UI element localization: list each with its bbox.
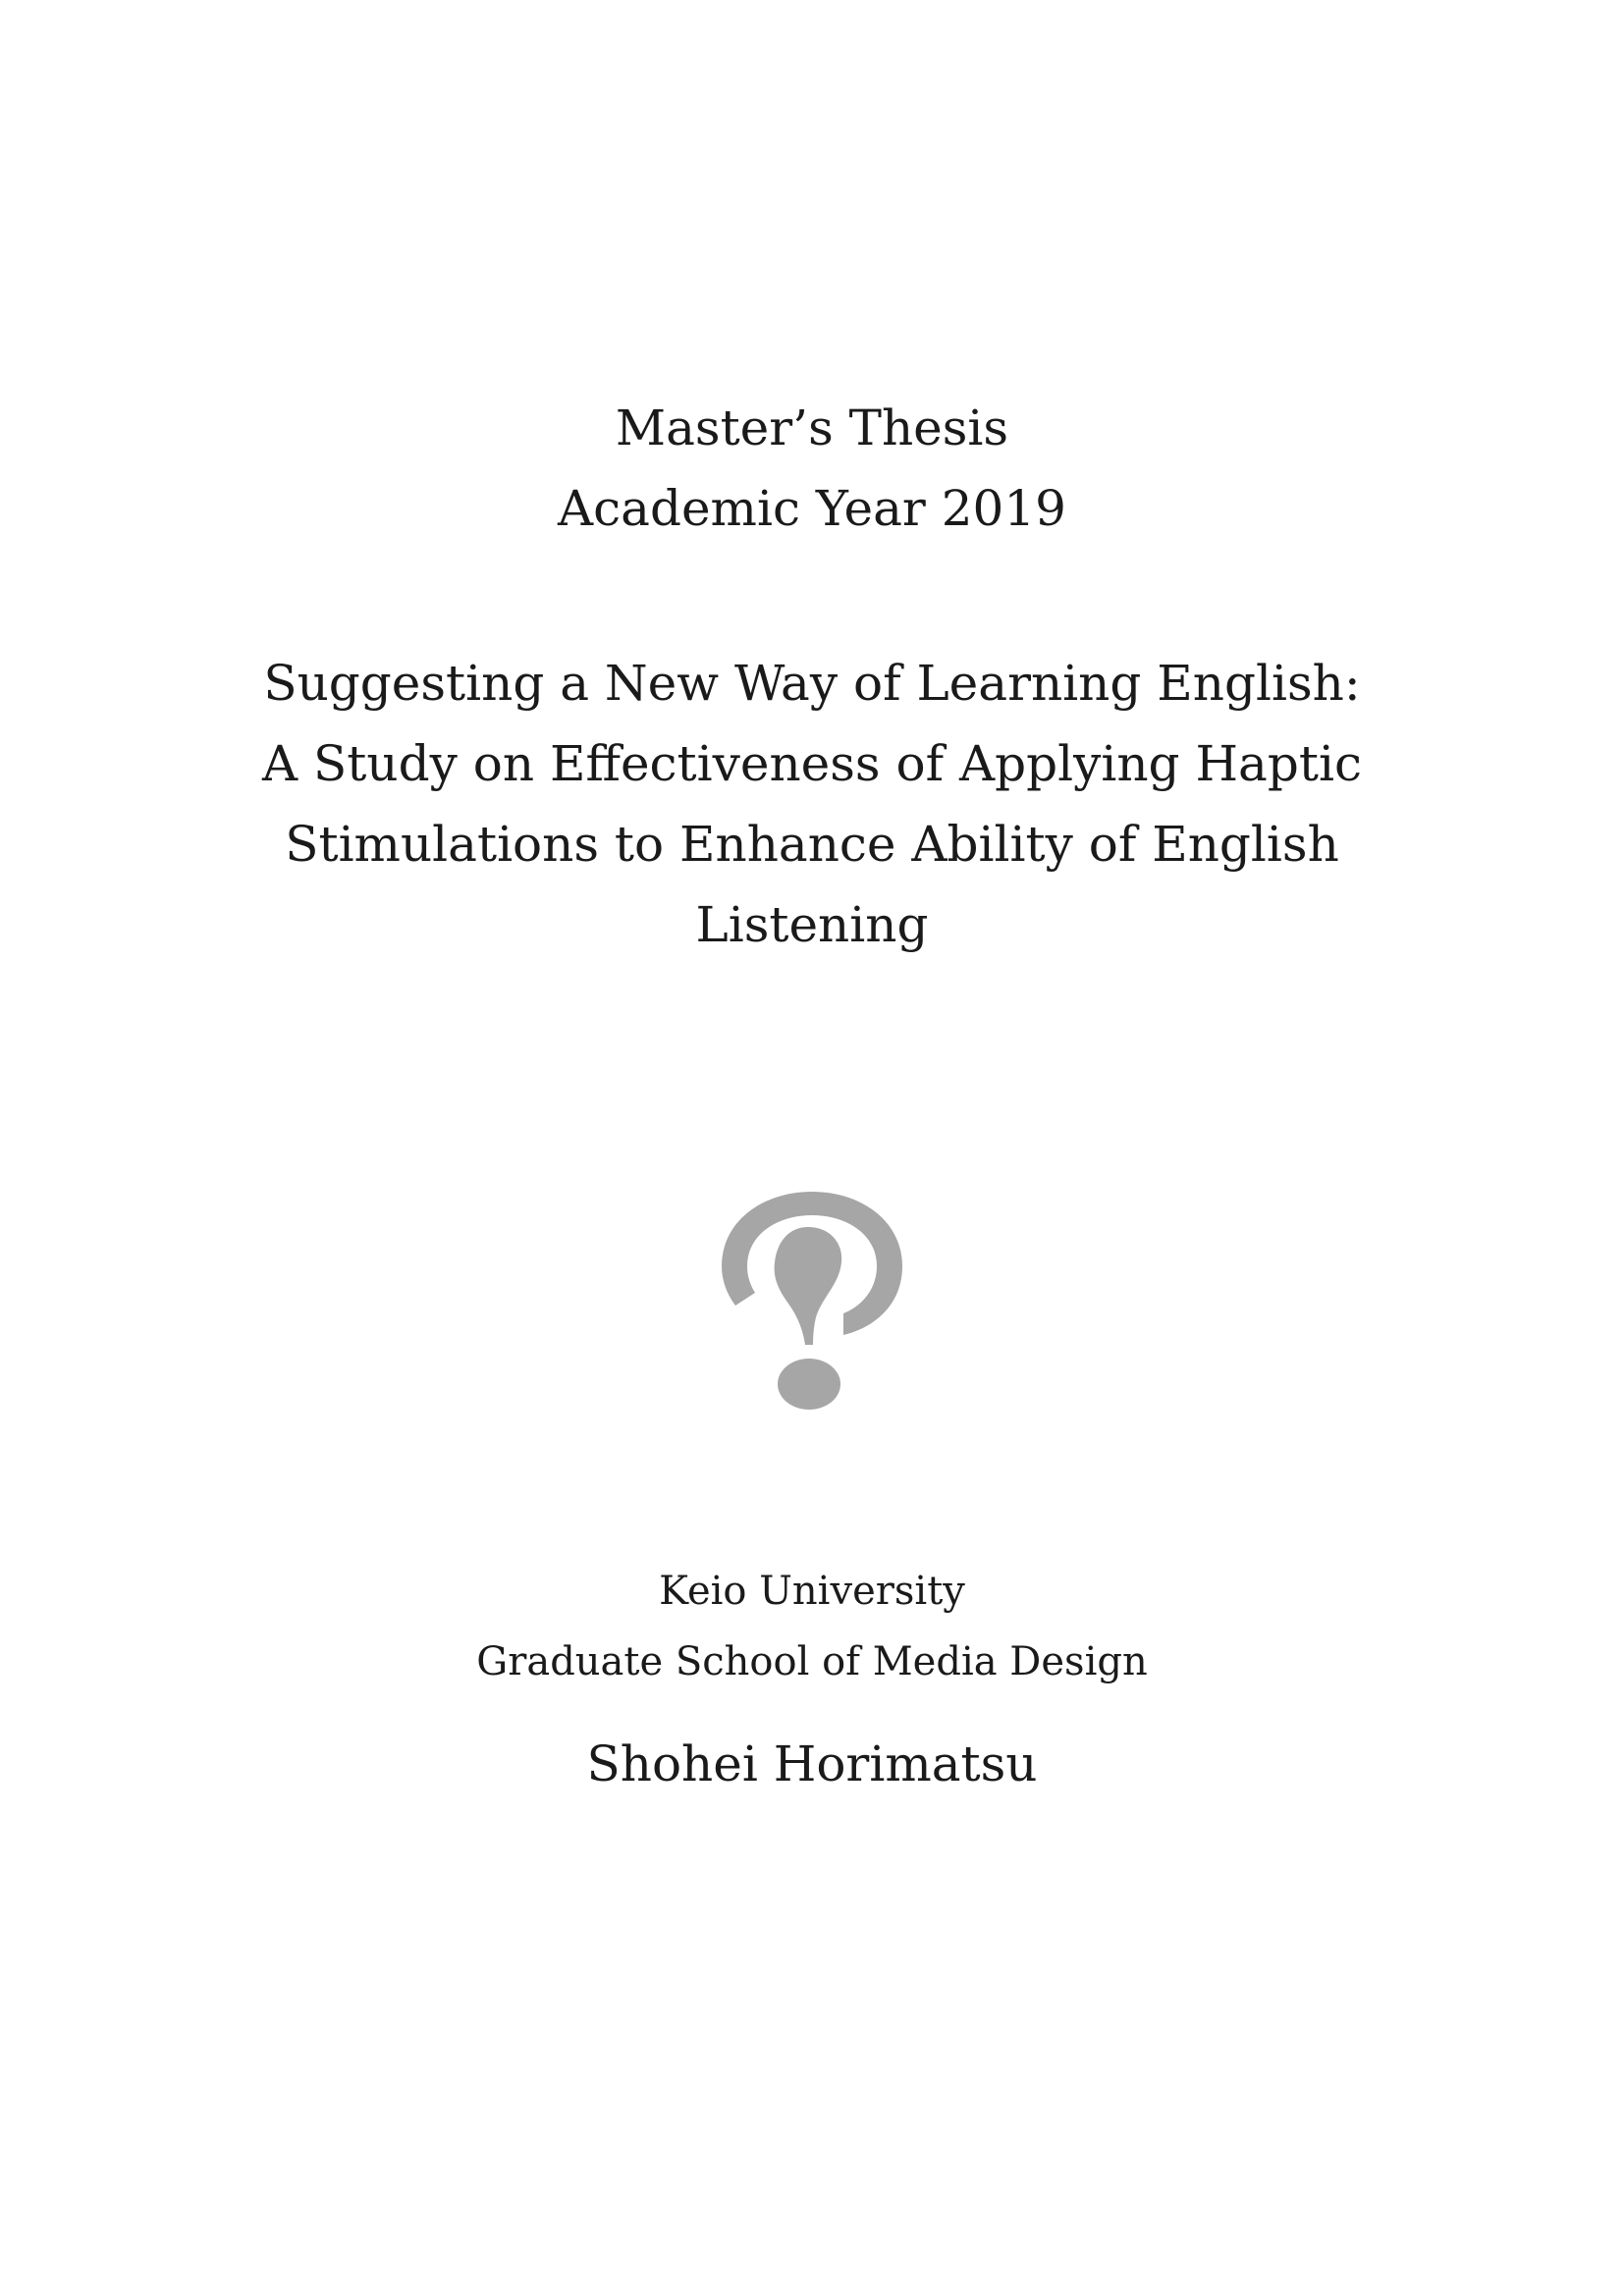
keio-pen-question-mark-icon [714,1188,910,1418]
thesis-type-block [0,388,1624,549]
institution-block [0,1556,1624,1697]
university-name: Keio University [659,1569,965,1614]
title-line-2: A Study on Effectiveness of Applying Haptic [262,735,1362,792]
title-line-3: Stimulations to Enhance Ability of English [285,816,1339,873]
thesis-title [0,643,1624,965]
author-name: Shohei Horimatsu [586,1735,1038,1792]
title-line-4: Listening [695,896,929,953]
thesis-type: Master’s Thesis [615,400,1009,456]
author-block [0,1730,1624,1798]
title-line-1: Suggesting a New Way of Learning English: [263,655,1361,712]
academic-year: Academic Year 2019 [558,480,1066,537]
school-name: Graduate School of Media Design [476,1639,1148,1684]
